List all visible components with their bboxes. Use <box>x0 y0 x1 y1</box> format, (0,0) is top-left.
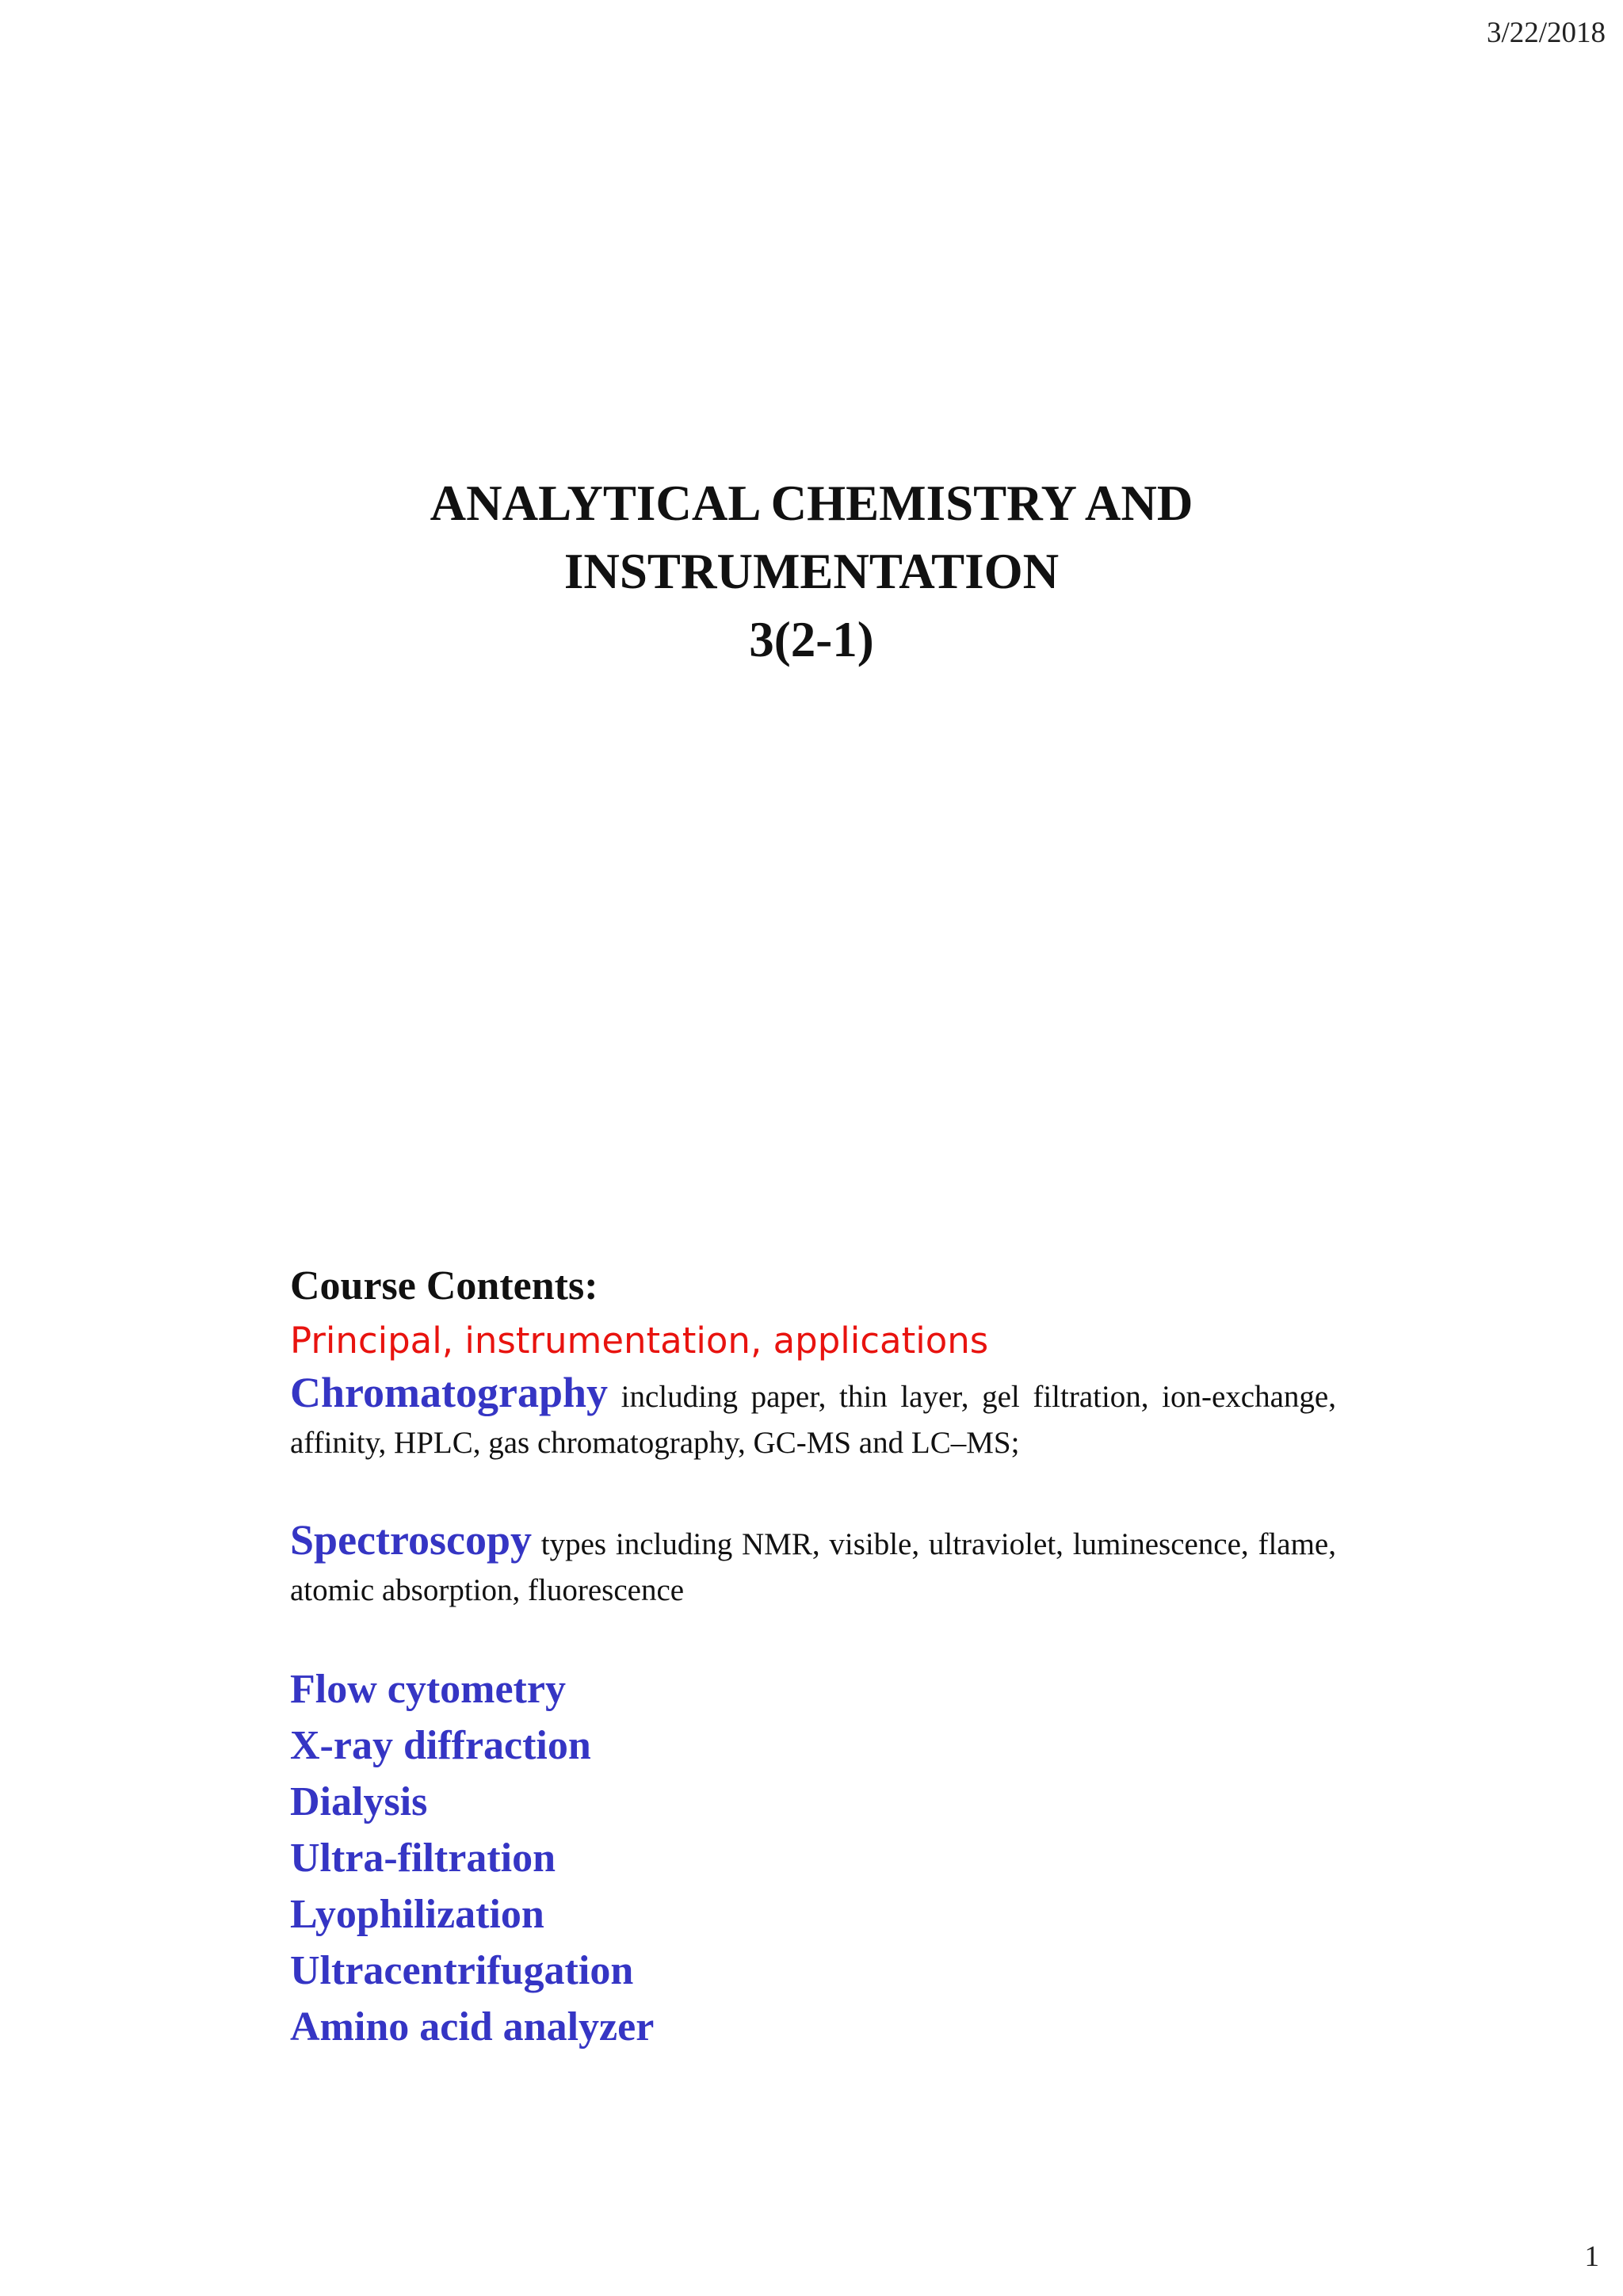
spectroscopy-description: types including NMR, visible, ultraviolet, luminescence, flame, atomic absorption, fluorescence <box>290 1527 1336 1607</box>
course-contents <box>290 1259 1336 2055</box>
chromatography-paragraph <box>290 1370 1336 1466</box>
list-item: X-ray diffraction <box>290 1723 591 1768</box>
list-item: Dialysis <box>290 1779 428 1824</box>
title-line-3: 3(2-1) <box>749 612 874 667</box>
list-item: Lyophilization <box>290 1892 544 1937</box>
page-title <box>0 469 1623 674</box>
spectroscopy-term: Spectroscopy <box>290 1516 532 1564</box>
page-number: 1 <box>1584 2241 1599 2273</box>
spectroscopy-paragraph <box>290 1517 1336 1614</box>
course-contents-heading: Course Contents: <box>290 1263 598 1308</box>
list-item: Ultracentrifugation <box>290 1948 634 1993</box>
chromatography-term: Chromatography <box>290 1369 609 1416</box>
slide-date: 3/22/2018 <box>1486 17 1606 49</box>
title-line-1: ANALYTICAL CHEMISTRY AND <box>430 476 1193 531</box>
chromatography-description: including paper, thin layer, gel filtration, ion-exchange, affinity, HPLC, gas chromatography, GC-MS and LC–MS; <box>290 1380 1336 1460</box>
course-contents-subheading: Principal, instrumentation, applications <box>290 1320 989 1362</box>
title-line-2: INSTRUMENTATION <box>563 544 1060 599</box>
list-item: Ultra-filtration <box>290 1836 556 1881</box>
list-item: Amino acid analyzer <box>290 2004 655 2050</box>
topic-list <box>290 1661 1336 2055</box>
list-item: Flow cytometry <box>290 1667 566 1712</box>
